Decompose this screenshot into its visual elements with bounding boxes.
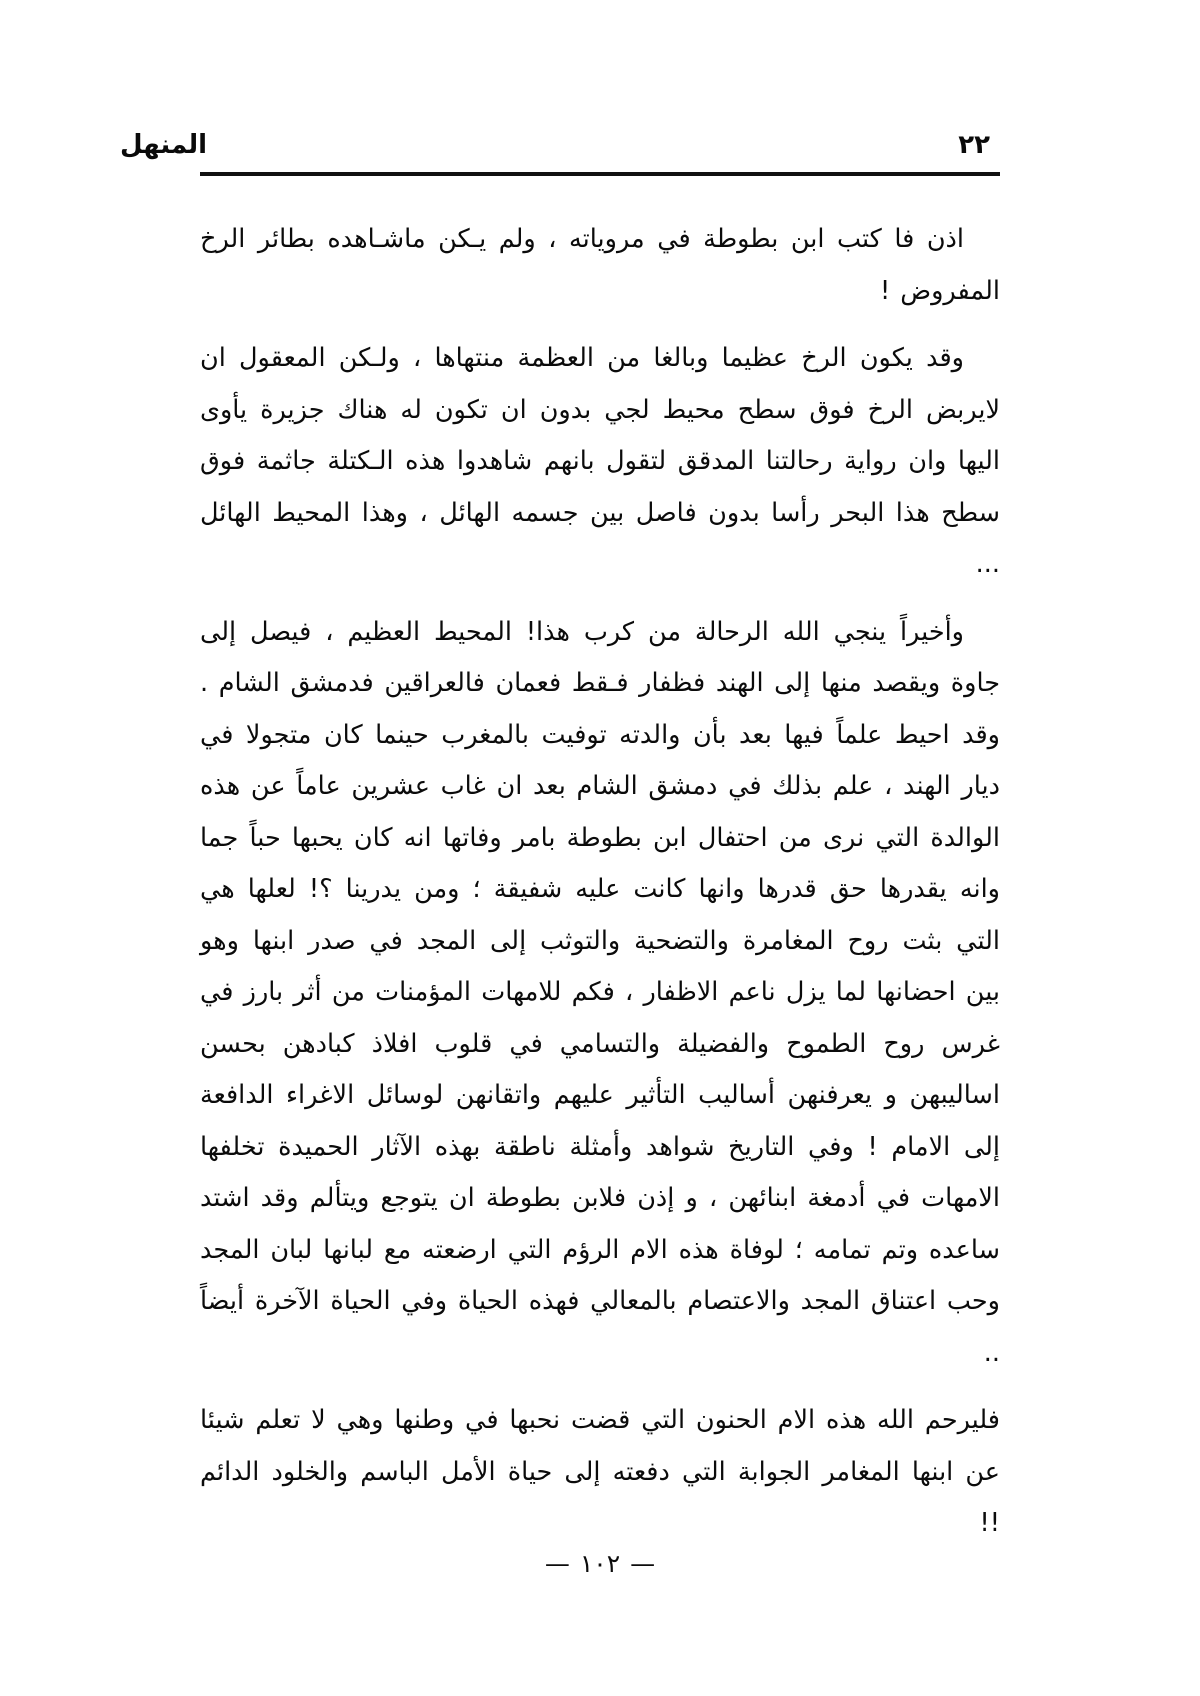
page-content xyxy=(120,130,1000,1566)
folio-dash-right: — xyxy=(544,1549,570,1578)
header-page-number: ٢٢ xyxy=(958,130,990,160)
paragraph: اذن فا كتب ابن بطوطة في مروياته ، ولم يـكن ماشـاهده بطائر الرخ المفروض ! xyxy=(200,224,1000,306)
folio-number xyxy=(0,1549,1200,1578)
page-header xyxy=(120,130,1000,160)
folio-value: ١٠٢ xyxy=(579,1549,621,1578)
paragraph: فليرحم الله هذه الام الحنون التي قضت نحبها في وطنها وهي لا تعلم شيئا عن ابنها المغامر الجوابة التي دفعته إلى حياة الأمل الباسم والخلود الدائم !! xyxy=(200,1405,1000,1538)
paragraph: وأخيراً ينجي الله الرحالة من كرب هذا! المحيط العظيم ، فيصل إلى جاوة ويقصد منها إلى الهند فظفار فـقط فعمان فالعراقين فدمشق الشام . وقد احيط علماً فيها بعد بأن والدته توفيت بالمغرب حينما كان متجولا في ديار الهند ، علم بذلك في دمشق الشام بعد ان غاب عشرين عاماً عن هذه الوالدة التي نرى من احتفال ابن بطوطة بامر وفاتها انه كان يحبها حباً جما وانه يقدرها حق قدرها وانها كانت عليه شفيقة ؛ ومن يدرينا ؟! لعلها هي التي بثت روح المغامرة والتضحية والتوثب إلى المجد في صدر ابنها وهو بين احضانها لما يزل ناعم الاظفار ، فكم للامهات المؤمنات من أثر بارز في غرس روح الطموح والفضيلة والتسامي في قلوب افلاذ كبادهن بحسن اساليبهن و يعرفنهن أساليب التأثير عليهم واتقانهن لوسائل الاغراء الدافعة إلى الامام ! وفي التاريخ شواهد وأمثلة ناطقة بهذه الآثار الحميدة تخلفها الامهات في أدمغة ابنائهن ، و إذن فلابن بطوطة ان يتوجع ويتألم وقد اشتد ساعده وتم تمامه ؛ لوفاة هذه الام الرؤم التي ارضعته مع لبانها لبان المجد وحب اعتناق المجد والاعتصام بالمعالي فهذه الحياة وفي الحياة الآخرة أيضاً .. xyxy=(200,616,1000,1368)
running-title: المنهل xyxy=(120,130,208,160)
paragraph: وقد يكون الرخ عظيما وبالغا من العظمة منتهاها ، ولـكن المعقول ان لايربض الرخ فوق سطح محيط لجي بدون ان تكون له هناك جزيرة يأوى اليها وان رواية رحالتنا المدقق لتقول بانهم شاهدوا هذه الـكتلة جاثمة فوق سطح هذا البحر رأسا بدون فاصل بين جسمه الهائل ، وهذا المحيط الهائل ... xyxy=(200,343,1000,579)
header-divider xyxy=(200,172,1000,176)
folio-dash-left: — xyxy=(630,1549,656,1578)
body-text xyxy=(200,214,1000,1550)
